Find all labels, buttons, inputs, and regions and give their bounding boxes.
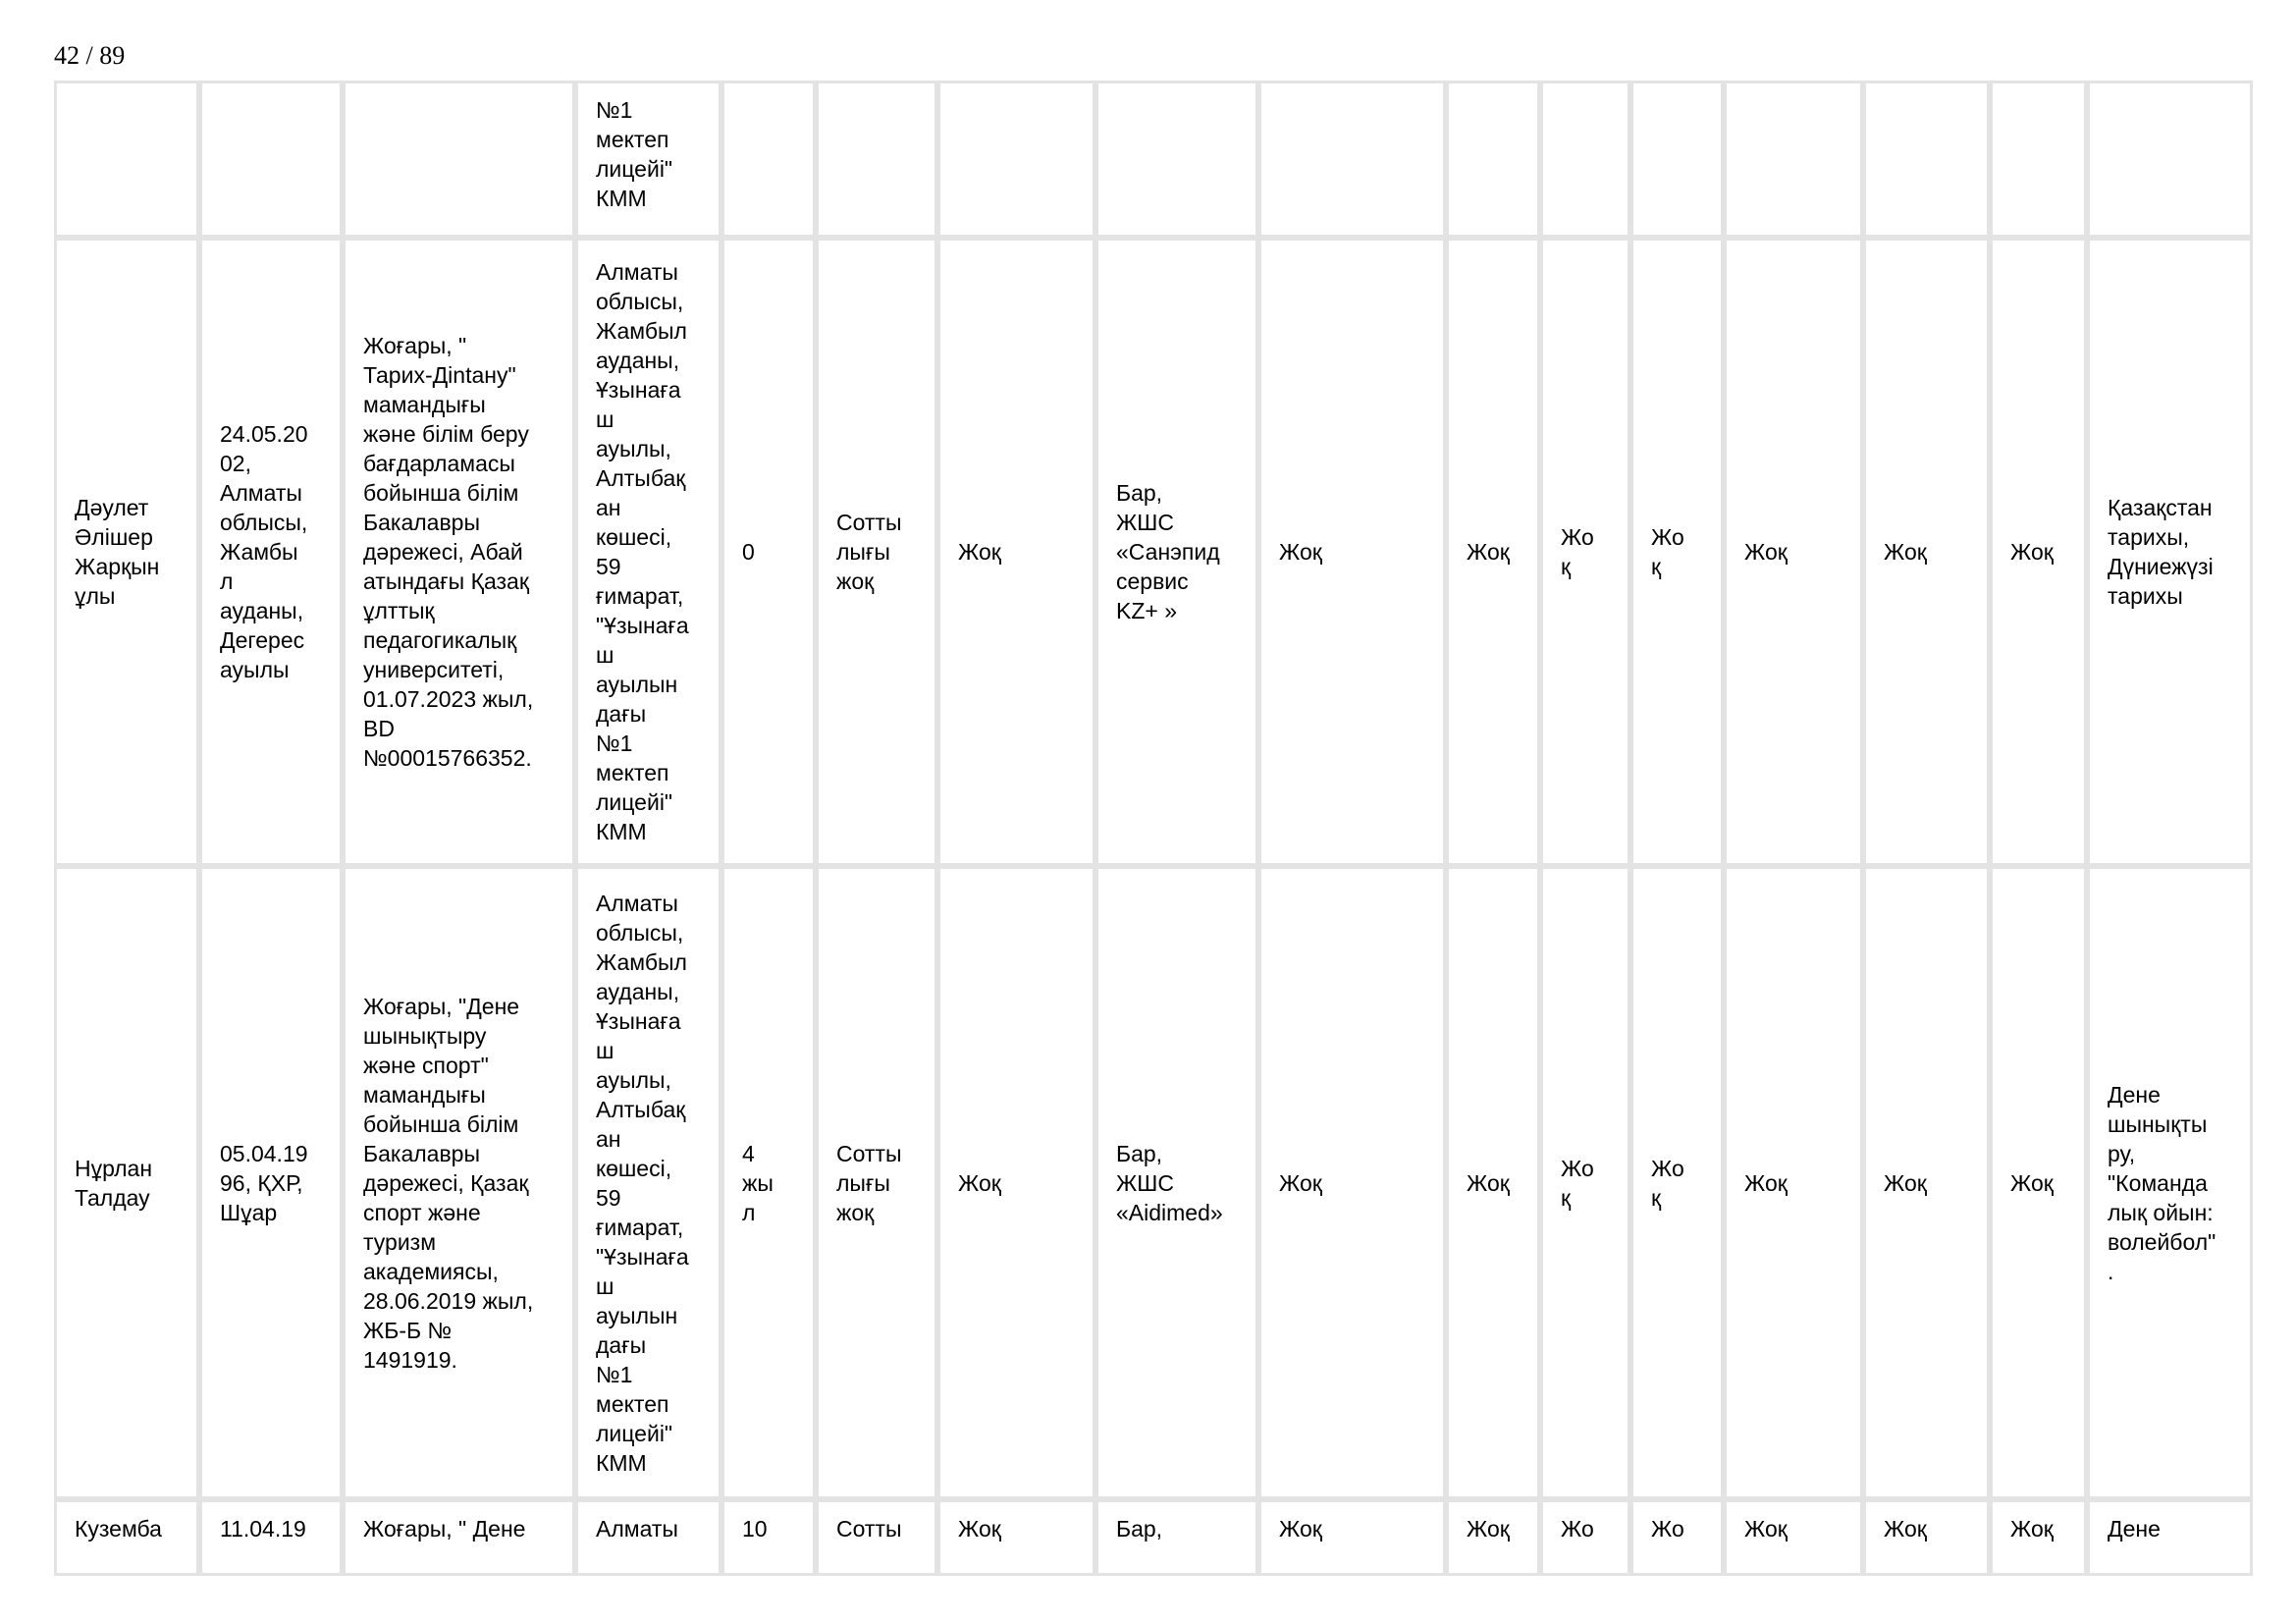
cell-col7 [937,81,1095,238]
cell-education [343,81,575,238]
cell-address: №1 мектеп лицейі" КММ [575,81,721,238]
cell-col10: Жоқ [1446,238,1540,866]
table-row [54,1499,2253,1576]
cell-col14: Жоқ [1863,238,1990,866]
cell-address: Алматы [575,1499,721,1576]
candidates-table [54,81,2253,1576]
cell-education: Жоғары, " Тарих-Діntану" мамандығы және білім беру бағдарламасы бойынша білім Бакалавры дәрежесі, Абай атындағы Қазақ ұлттық педагогикалық университеті, 01.07.2023 жыл, BD №00015766352. [343,238,575,866]
cell-col11: Жо қ [1540,866,1630,1499]
cell-address: Алматы облысы, Жамбыл ауданы, Ұзынаға ш ауылы, Алтыбақ ан көшесі, 59 ғимарат, "Ұзынаға ш ауылын дағы №1 мектеп лицейі" КММ [575,866,721,1499]
cell-birth-info: 05.04.19 96, ҚХР, Шұар [199,866,343,1499]
cell-col10: Жоқ [1446,1499,1540,1576]
cell-subject: Қазақстан тарихы, Дүниежүзі тарихы [2087,238,2253,866]
table-row [54,866,2253,1499]
cell-subject: Дене [2087,1499,2253,1576]
cell-experience: 4 жы л [721,866,816,1499]
cell-col8-clinic: Бар, ЖШС «Санэпид сервис KZ+ » [1095,238,1258,866]
cell-col13: Жоқ [1724,1499,1863,1576]
cell-col11: Жо [1540,1499,1630,1576]
cell-col12: Жо қ [1630,238,1724,866]
cell-col14: Жоқ [1863,866,1990,1499]
cell-name: Дәулет Әлішер Жарқын ұлы [54,238,199,866]
cell-col15: Жоқ [1990,866,2087,1499]
cell-col13 [1724,81,1863,238]
cell-birth-info: 24.05.20 02, Алматы облысы, Жамбы л ауданы, Дегерес ауылы [199,238,343,866]
cell-conviction: Сотты лығы жоқ [816,866,937,1499]
cell-col9: Жоқ [1258,1499,1446,1576]
cell-col14 [1863,81,1990,238]
cell-col10 [1446,81,1540,238]
cell-col12: Жо [1630,1499,1724,1576]
cell-conviction: Сотты [816,1499,937,1576]
cell-col7: Жоқ [937,238,1095,866]
cell-col7: Жоқ [937,1499,1095,1576]
cell-col15 [1990,81,2087,238]
cell-col12: Жо қ [1630,866,1724,1499]
cell-birth-info: 11.04.19 [199,1499,343,1576]
cell-col11 [1540,81,1630,238]
page-number: 42 / 89 [54,41,126,70]
cell-name [54,81,199,238]
cell-address: Алматы облысы, Жамбыл ауданы, Ұзынаға ш ауылы, Алтыбақ ан көшесі, 59 ғимарат, "Ұзынаға ш ауылын дағы №1 мектеп лицейі" КММ [575,238,721,866]
cell-col9: Жоқ [1258,238,1446,866]
table-row [54,81,2253,238]
table-row [54,238,2253,866]
cell-col11: Жо қ [1540,238,1630,866]
cell-subject: Дене шынықты ру, "Команда лық ойын: волейбол" . [2087,866,2253,1499]
cell-col15: Жоқ [1990,238,2087,866]
cell-col8-clinic: Бар, ЖШС «Aidimed» [1095,866,1258,1499]
cell-col13: Жоқ [1724,866,1863,1499]
cell-conviction: Сотты лығы жоқ [816,238,937,866]
cell-col7: Жоқ [937,866,1095,1499]
cell-name: Нұрлан Талдау [54,866,199,1499]
cell-experience [721,81,816,238]
cell-experience: 0 [721,238,816,866]
cell-col9 [1258,81,1446,238]
cell-col9: Жоқ [1258,866,1446,1499]
cell-col10: Жоқ [1446,866,1540,1499]
cell-birth-info [199,81,343,238]
cell-education: Жоғары, "Дене шынықтыру және спорт" мамандығы бойынша білім Бакалавры дәрежесі, Қазақ спорт және туризм академиясы, 28.06.2019 жыл, ЖБ-Б № 1491919. [343,866,575,1499]
cell-col13: Жоқ [1724,238,1863,866]
cell-name: Куземба [54,1499,199,1576]
cell-conviction [816,81,937,238]
cell-col12 [1630,81,1724,238]
cell-col15: Жоқ [1990,1499,2087,1576]
cell-col8-clinic [1095,81,1258,238]
cell-subject [2087,81,2253,238]
cell-education: Жоғары, " Дене [343,1499,575,1576]
cell-experience: 10 [721,1499,816,1576]
cell-col14: Жоқ [1863,1499,1990,1576]
cell-col8-clinic: Бар, [1095,1499,1258,1576]
